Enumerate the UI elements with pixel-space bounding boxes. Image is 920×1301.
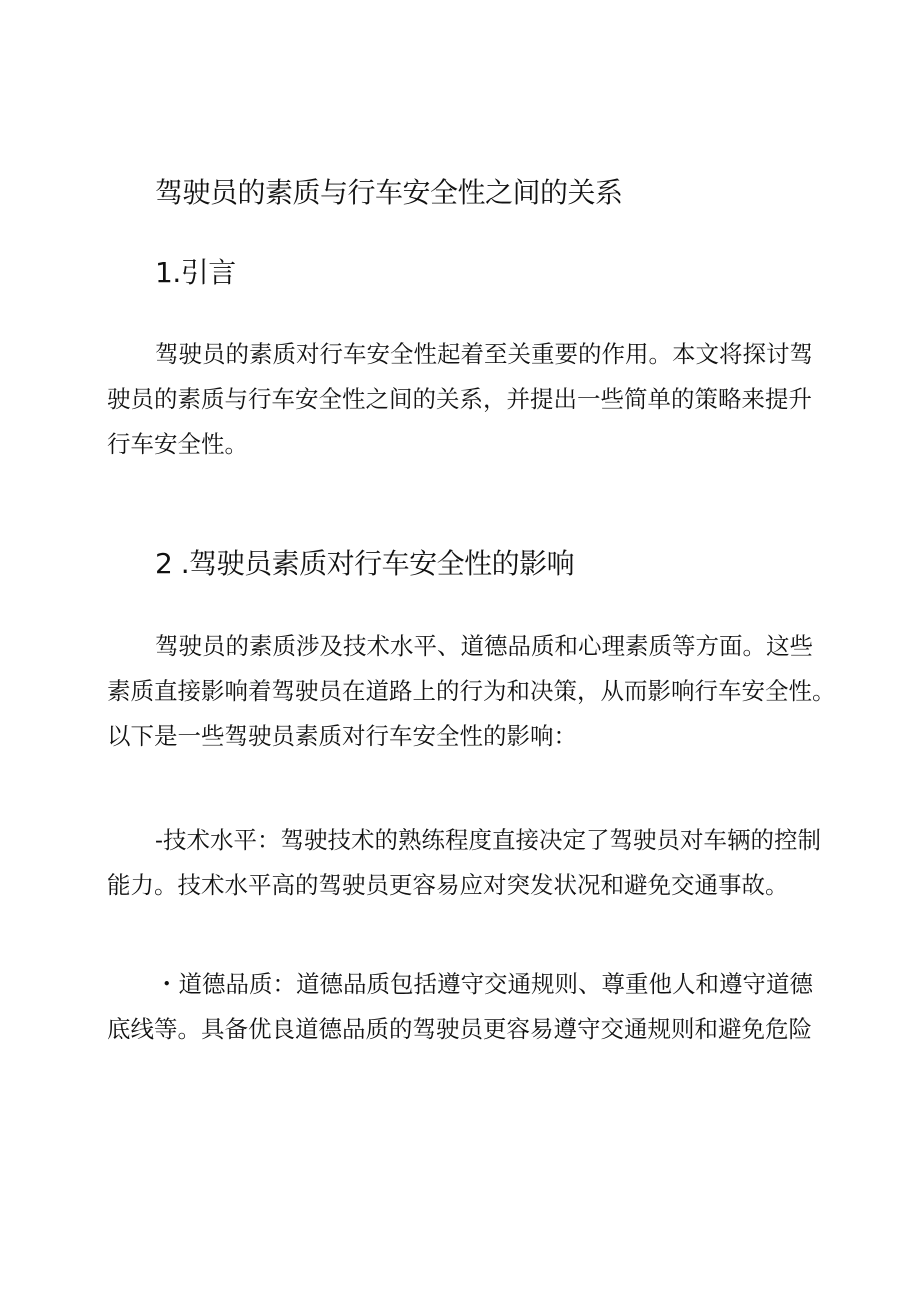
paragraph-line: 底线等。具备优良道德品质的驾驶员更容易遵守交通规则和避免危险 bbox=[107, 1015, 812, 1043]
paragraph-line: ・道德品质：道德品质包括遵守交通规则、尊重他人和遵守道德 bbox=[155, 970, 813, 998]
skill-level-item bbox=[107, 818, 821, 908]
section-heading-influence: 2 .驾驶员素质对行车安全性的影响 bbox=[155, 547, 575, 580]
paragraph-line: -技术水平：驾驶技术的熟练程度直接决定了驾驶员对车辆的控制 bbox=[155, 826, 821, 854]
paragraph-line: 驾驶员的素质对行车安全性起着至关重要的作用。本文将探讨驾 bbox=[155, 340, 813, 368]
influence-intro-paragraph bbox=[107, 624, 836, 759]
section-heading-intro: 1.引言 bbox=[155, 256, 236, 289]
paragraph-line: 以下是一些驾驶员素质对行车安全性的影响： bbox=[107, 722, 577, 750]
intro-paragraph bbox=[107, 332, 815, 467]
paragraph-line: 行车安全性。 bbox=[107, 430, 248, 458]
paragraph-line: 能力。技术水平高的驾驶员更容易应对突发状况和避免交通事故。 bbox=[107, 871, 789, 899]
paragraph-line: 素质直接影响着驾驶员在道路上的行为和决策，从而影响行车安全性。 bbox=[107, 677, 836, 705]
paragraph-line: 驶员的素质与行车安全性之间的关系，并提出一些简单的策略来提升 bbox=[107, 385, 812, 413]
moral-quality-item bbox=[107, 962, 815, 1052]
document-title: 驾驶员的素质与行车安全性之间的关系 bbox=[155, 176, 623, 209]
paragraph-line: 驾驶员的素质涉及技术水平、道德品质和心理素质等方面。这些 bbox=[155, 632, 813, 660]
